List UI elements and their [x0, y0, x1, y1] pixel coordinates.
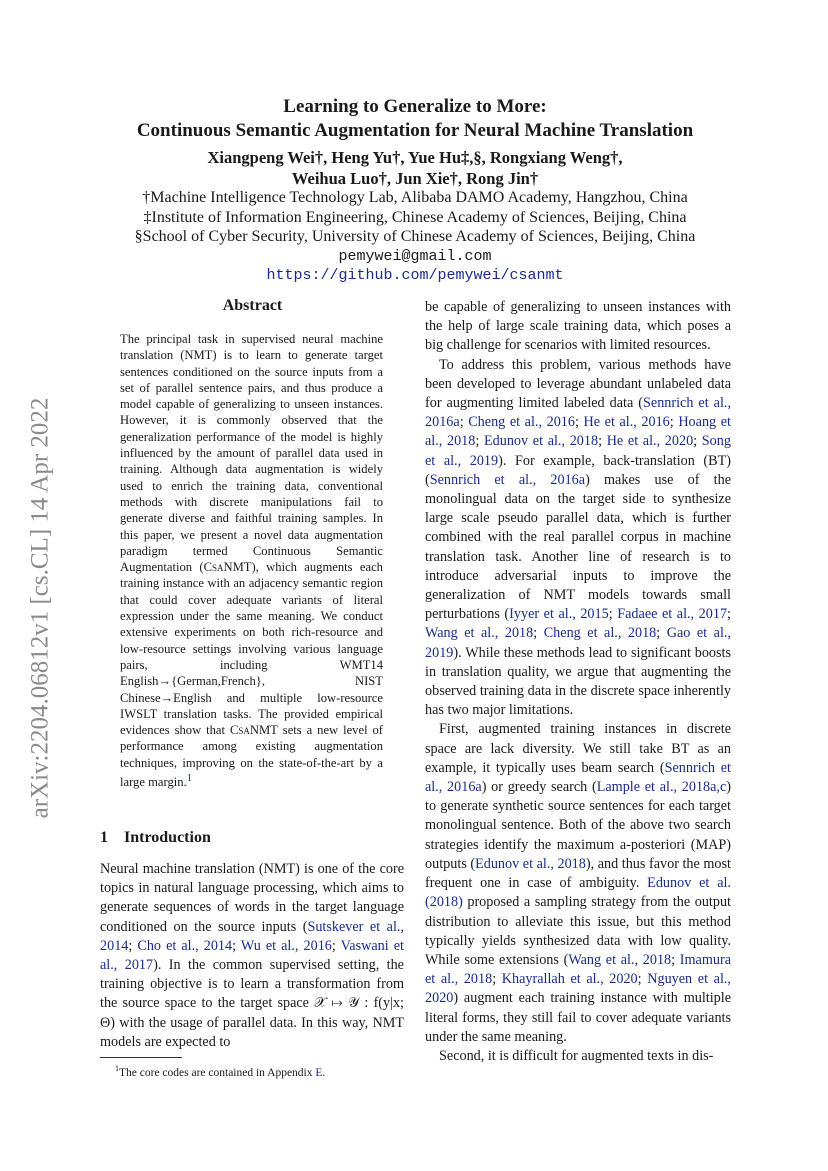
section-heading-introduction — [100, 829, 211, 847]
abstract-body — [120, 331, 383, 791]
section-title: Introduction — [124, 829, 211, 846]
separator: ; — [669, 414, 679, 431]
citation-link[interactable]: He et al., 2016 — [583, 414, 670, 431]
abstract-text: sets a new level of performance among existing augmentation techniques, improving on the state-of-the-art by a large margin. — [120, 723, 384, 790]
title-line-1: Learning to Generalize to More: — [283, 96, 547, 117]
body-paragraph: be capable of generalizing to unseen instances with the help of large scale training data, which poses a big challenge for scenarios with limited resources. — [425, 299, 731, 354]
citation-link[interactable]: Sennrich et al., 2016a — [429, 471, 586, 488]
citation-link[interactable]: Sennrich et al., 2016a — [425, 759, 731, 796]
body-text: ). In the common supervised setting, the training objective is to learn a transformation from the source space to the target space 𝒳 ↦ 𝒴 : f(y|x; Θ) with the usage of parallel data. In this way, NMT models are expected to — [100, 957, 404, 1050]
method-name: CsaNMT — [229, 723, 278, 738]
authors-line-2: Weihua Luo†, Jun Xie†, Rong Jin† — [291, 169, 539, 188]
body-text: First, augmented training instances in discrete space are lack diversity. We still take BT as an example, it typically uses beam search ( — [425, 721, 731, 776]
citation-link[interactable]: Iyyer et al., 2015 — [509, 606, 609, 623]
footnote-number: 1 — [115, 1064, 119, 1073]
citation-link[interactable]: Edunov et al. (2018) — [425, 875, 731, 911]
separator: ; — [727, 606, 731, 623]
footnote-divider — [100, 1057, 182, 1058]
citation-link[interactable]: Vaswani et al., 2017 — [100, 937, 404, 974]
citation-link[interactable]: Lample et al., 2018a,c — [596, 779, 727, 796]
body-text: ) augment each training instance with multiple literal forms, they still fail to cover adequate variants under the same meaning. — [425, 990, 731, 1045]
separator: ; — [232, 937, 241, 954]
affiliation-3: §School of Cyber Security, University of Chinese Academy of Sciences, Beijing, China — [134, 228, 696, 245]
body-text: ), and thus favor the most frequent one in case of ambiguity. — [425, 855, 731, 892]
left-column-body — [100, 860, 404, 1052]
citation-link[interactable]: Khayrallah et al., 2020 — [501, 971, 638, 988]
citation-link[interactable]: Sutskever et al., 2014 — [100, 918, 404, 954]
separator: ; — [598, 433, 607, 450]
separator: ; — [656, 625, 667, 642]
abstract-text: ), which augments each training instance with an adjacency semantic region that could cover adequate variants of literal expression under the same meaning. We conduct extensive experiments on both rich-resource and low-resource settings involving various language pairs, including WMT14 English→{German,French}, NIST Chinese→English and multiple low-resource IWSLT translation tasks. The provided empirical evidences show that — [120, 560, 383, 738]
citation-link[interactable]: Edunov et al., 2018 — [483, 433, 599, 450]
citation-link[interactable]: Nguyen et al., 2020 — [425, 971, 731, 1007]
body-text: ). While these methods lead to significant boosts in translation quality, we argue that augmenting the observed training data in the discrete space inherently has two major limitations. — [425, 644, 731, 719]
body-text: ) makes use of the monolingual data on the target side to synthesize large scale pseudo parallel data, which is further combined with the real parallel corpus in machine translation task. Another line of research is to introduce adversarial inputs to improve the generalization of NMT models towards small perturbations ( — [425, 471, 731, 623]
citation-link[interactable]: Cheng et al., 2016 — [468, 414, 575, 431]
body-text: To address this problem, various methods have been developed to leverage abundant unlabeled data for augmenting limited labeled data ( — [425, 356, 731, 412]
body-text: ). For example, back-translation (BT) ( — [425, 452, 731, 488]
affiliation-2: ‡Institute of Information Engineering, Chinese Academy of Sciences, Beijing, China — [143, 208, 687, 226]
abstract-paragraph — [120, 331, 383, 791]
right-column-body — [425, 298, 731, 1066]
citation-link[interactable]: Cho et al., 2014 — [137, 937, 233, 954]
body-text: Neural machine translation (NMT) is one of the core topics in natural language processing, which aims to generate sequences of words in the target language conditioned on the source inputs ( — [100, 861, 404, 935]
separator: ; — [608, 606, 618, 623]
citation-link[interactable]: Hoang et al., 2018 — [425, 414, 731, 450]
body-text: ) to generate synthetic source sentences for each target monolingual sentence. Both of the above two search strategies identify the maximum a-posteriori (MAP) outputs ( — [425, 779, 732, 872]
citation-link[interactable]: Fadaee et al., 2017 — [617, 606, 728, 623]
separator: ; — [492, 971, 502, 988]
body-text: proposed a sampling strategy from the output distribution to alleviate this issue, but this method typically yields synthesized data with low quality. While some extensions ( — [425, 894, 731, 968]
citation-link[interactable]: Wu et al., 2016 — [240, 937, 332, 954]
citation-link[interactable]: He et al., 2020 — [606, 433, 694, 450]
paper-title — [100, 95, 730, 143]
footnote-text: The core codes are contained in Appendix — [119, 1066, 316, 1079]
body-paragraph: Second, it is difficult for augmented texts in dis- — [439, 1047, 714, 1064]
method-name: CsaNMT — [203, 560, 252, 575]
footnote-marker[interactable]: 1 — [186, 773, 192, 785]
arxiv-identifier-text: arXiv:2204.06812v1 [cs.CL] 14 Apr 2022 — [26, 397, 54, 819]
abstract-text: The principal task in supervised neural machine translation (NMT) is to learn to generate target sentences conditioned on the source inputs from a set of parallel sentence pairs, and thus produce a model capable of generalizing to unseen instances. However, it is commonly observed that the generalization performance of the model is highly influenced by the amount of parallel data used in training. Although data augmentation is widely used to enrich the training data, conventional methods with discrete manipulations fail to generate diverse and faithful training samples. In this paper, we present a novel data augmentation paradigm termed Continuous Semantic Augmentation ( — [120, 332, 383, 575]
intro-paragraph — [100, 860, 404, 1052]
affiliation-1: †Machine Intelligence Technology Lab, Alibaba DAMO Academy, Hangzhou, China — [142, 189, 688, 206]
separator: ; — [693, 433, 702, 450]
code-url-link[interactable]: https://github.com/pemywei/csanmt — [266, 267, 564, 284]
author-list — [100, 147, 730, 189]
arxiv-identifier — [20, 362, 60, 854]
citation-link[interactable]: Song et al., 2019 — [425, 433, 731, 469]
body-paragraph — [425, 356, 731, 721]
separator: ; — [475, 433, 484, 450]
affiliations — [100, 188, 730, 247]
citation-link[interactable]: Cheng et al., 2018 — [543, 625, 657, 642]
citation-link[interactable]: Edunov et al., 2018 — [475, 855, 586, 872]
citation-link[interactable]: Wang et al., 2018 — [425, 625, 534, 642]
footnote — [115, 1062, 415, 1080]
section-number: 1 — [100, 829, 108, 846]
separator: ; — [459, 414, 469, 431]
separator: ; — [637, 971, 648, 988]
appendix-link[interactable]: E — [315, 1066, 323, 1079]
citation-link[interactable]: Wang et al., 2018 — [568, 951, 672, 968]
citation-link[interactable]: Imamura et al., 2018 — [425, 951, 732, 988]
footnote-end: . — [322, 1066, 326, 1079]
body-text: ) or greedy search ( — [481, 779, 597, 796]
separator: ; — [128, 937, 138, 954]
separator: ; — [671, 951, 680, 968]
abstract-heading: Abstract — [222, 297, 283, 314]
citation-link[interactable]: Sennrich et al., 2016a — [425, 395, 731, 431]
citation-link[interactable]: Gao et al., 2019 — [425, 625, 731, 661]
separator: ; — [574, 414, 584, 431]
authors-line-1: Xiangpeng Wei†, Heng Yu†, Yue Hu‡,§, Rongxiang Weng†, — [207, 148, 623, 167]
title-line-2: Continuous Semantic Augmentation for Neural Machine Translation — [136, 120, 694, 141]
separator: ; — [533, 625, 544, 642]
separator: ; — [331, 937, 341, 954]
contact-email[interactable]: pemywei@gmail.com — [338, 248, 492, 265]
body-paragraph — [425, 720, 731, 1046]
